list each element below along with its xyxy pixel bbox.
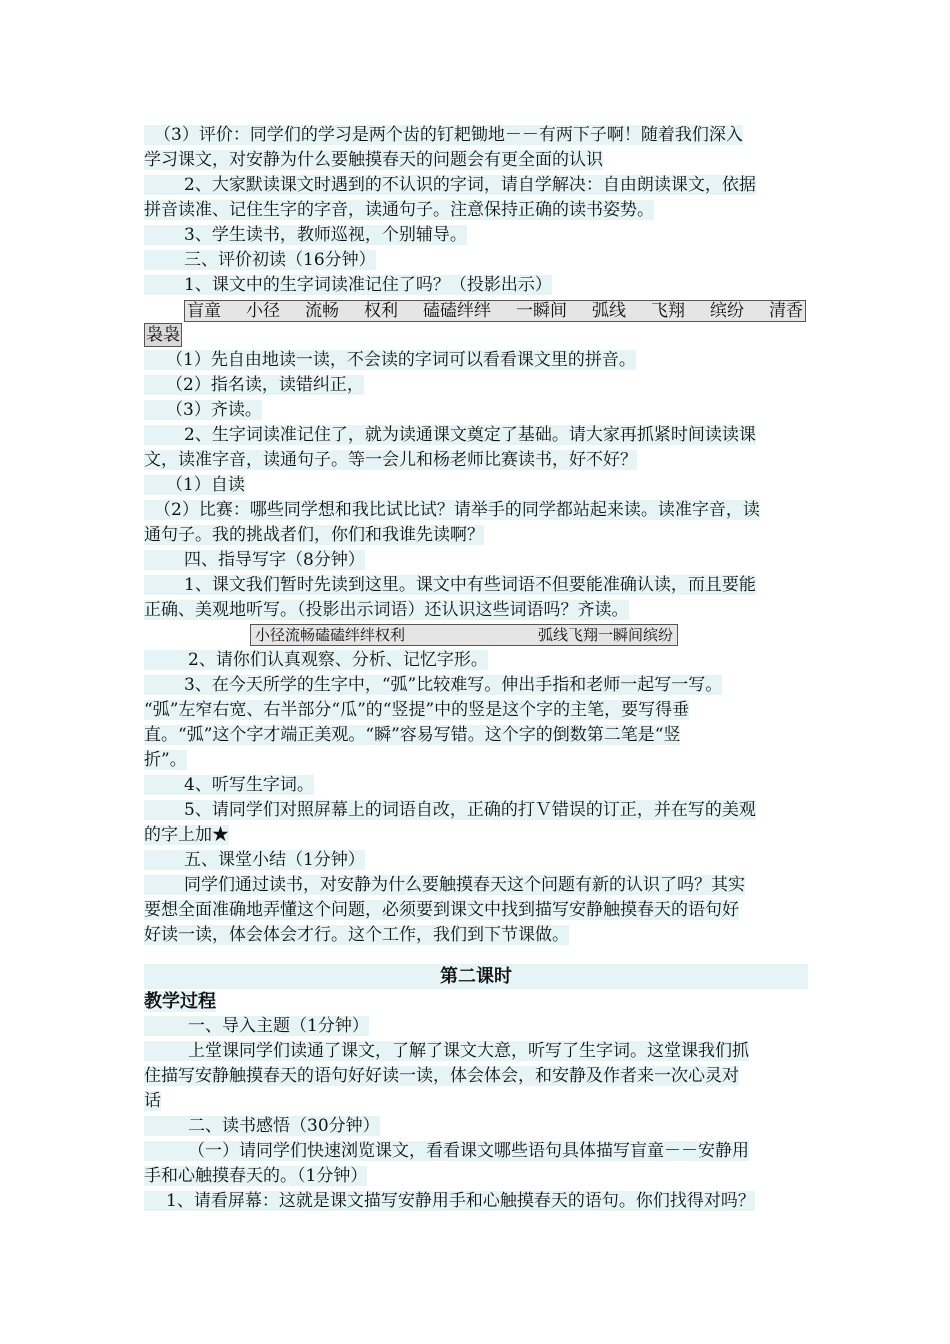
heading-text: 教学过程 [144, 991, 216, 1012]
vocab-word: 流畅 [305, 300, 339, 321]
paragraph-text: 的字上加★ [144, 825, 229, 845]
vocab-word: 清香 [769, 300, 803, 321]
spacer [144, 948, 808, 964]
text-line [144, 698, 808, 723]
document-body [144, 123, 808, 1214]
vocab-word: 小径 [246, 300, 280, 321]
text-line [144, 148, 808, 173]
text-line [144, 1064, 808, 1089]
paragraph-text: （3）齐读。 [144, 400, 262, 420]
words-box-right: 弧线飞翔一瞬间缤纷 [537, 626, 673, 644]
vocab-word: 飞翔 [651, 300, 685, 321]
text-line [144, 223, 808, 248]
paragraph-text: （1）自读 [144, 475, 245, 495]
section-heading [144, 1114, 808, 1139]
text-line [144, 1139, 808, 1164]
paragraph-text: 1、请看屏幕：这就是课文描写安静用手和心触摸春天的语句。你们找得对吗？ [144, 1191, 755, 1211]
paragraph-text: 3、在今天所学的生字中，“弧”比较难写。伸出手指和老师一起写一写。 [144, 675, 722, 695]
paragraph-text: 5、请同学们对照屏幕上的词语自改，正确的打Ｖ错误的订正，并在写的美观 [144, 800, 756, 820]
text-line [144, 1039, 808, 1064]
text-line [144, 598, 808, 623]
paragraph-text: 2、大家默读课文时遇到的不认识的字词，请自学解决：自由朗读课文，依据 [144, 175, 756, 195]
text-line [144, 273, 808, 298]
paragraph-text: 手和心触摸春天的。（1分钟） [144, 1166, 368, 1186]
paragraph-text: 同学们通过读书，对安静为什么要触摸春天这个问题有新的认识了吗？其实 [144, 875, 745, 895]
text-line [144, 673, 808, 698]
vocab-table-row [144, 298, 808, 323]
text-line [144, 873, 808, 898]
heading-text: 五、课堂小结（1分钟） [144, 850, 365, 870]
paragraph-text: 学习课文，对安静为什么要触摸春天的问题会有更全面的认识 [144, 150, 603, 170]
paragraph-text: 2、生字词读准记住了，就为读通课文奠定了基础。请大家再抓紧时间读读课 [144, 425, 756, 445]
text-line [144, 748, 808, 773]
paragraph-text: （1）先自由地读一读，不会读的字词可以看看课文里的拼音。 [144, 350, 636, 370]
text-line [144, 173, 808, 198]
words-box [250, 624, 678, 646]
vocab-table [184, 300, 806, 322]
paragraph-text: 文，读准字音，读通句子。等一会儿和杨老师比赛读书，好不好？ [144, 450, 637, 470]
vocab-word: 袅袅 [146, 325, 180, 345]
vocab-word: 缤纷 [710, 300, 744, 321]
text-line [144, 648, 808, 673]
text-line [144, 1089, 808, 1114]
text-line [144, 373, 808, 398]
text-line [144, 523, 808, 548]
paragraph-text: （3）评价：同学们的学习是两个齿的钉耙锄地－－有两下子啊！随着我们深入 [144, 125, 743, 145]
paragraph-text: 通句子。我的挑战者们，你们和我谁先读啊？ [144, 525, 484, 545]
heading-text: 一、导入主题（1分钟） [144, 1016, 369, 1036]
vocab-word: 权利 [364, 300, 398, 321]
paragraph-text: （2）比赛：哪些同学想和我比试比试？请举手的同学都站起来读。读准字音，读 [144, 500, 760, 520]
heading-text: 二、读书感悟（30分钟） [144, 1116, 380, 1136]
text-line [144, 473, 808, 498]
text-line [144, 823, 808, 848]
text-line [144, 398, 808, 423]
paragraph-text: 3、学生读书，教师巡视，个别辅导。 [144, 225, 467, 245]
vocab-word: 盲童 [187, 300, 221, 321]
process-heading [144, 989, 808, 1014]
paragraph-text: 上堂课同学们读通了课文，了解了课文大意，听写了生字词。这堂课我们抓 [144, 1041, 749, 1061]
paragraph-text: 折”。 [144, 750, 187, 770]
text-line [144, 798, 808, 823]
paragraph-text: 1、课文我们暂时先读到这里。课文中有些词语不但要能准确认读，而且要能 [144, 575, 756, 595]
paragraph-text: 拼音读准、记住生字的字音，读通句子。注意保持正确的读书姿势。 [144, 200, 654, 220]
text-line [144, 123, 808, 148]
text-line [144, 198, 808, 223]
text-line [144, 1164, 808, 1189]
paragraph-text: 直。“弧”这个字才端正美观。“瞬”容易写错。这个字的倒数第二笔是“竖 [144, 725, 681, 745]
paragraph-text: （一）请同学们快速浏览课文，看看课文哪些语句具体描写盲童－－安静用 [144, 1141, 749, 1161]
heading-text: 四、指导写字（8分钟） [144, 550, 365, 570]
text-line [144, 898, 808, 923]
section-heading [144, 548, 808, 573]
paragraph-text: 正确、美观地听写。（投影出示词语）还认识这些词语吗？齐读。 [144, 600, 629, 620]
lesson-title: 第二课时 [144, 964, 808, 989]
paragraph-text: 要想全面准确地弄懂这个问题，必须要到课文中找到描写安静触摸春天的语句好 [144, 900, 739, 920]
vocab-word: 弧线 [592, 300, 626, 321]
text-line [144, 773, 808, 798]
section-heading [144, 848, 808, 873]
text-line [144, 448, 808, 473]
text-line [144, 723, 808, 748]
text-line [144, 348, 808, 373]
vocab-word: 磕磕绊绊 [423, 300, 491, 321]
text-line [144, 923, 808, 948]
text-line [144, 573, 808, 598]
paragraph-text: “弧”左窄右宽、右半部分“瓜”的“竖提”中的竖是这个字的主笔，要写得垂 [144, 700, 690, 720]
vocab-table-overflow [144, 323, 808, 348]
heading-text: 三、评价初读（16分钟） [144, 250, 376, 270]
paragraph-text: 4、听写生字词。 [144, 775, 314, 795]
paragraph-text: 2、请你们认真观察、分析、记忆字形。 [144, 650, 488, 670]
words-box-row [144, 623, 808, 648]
paragraph-text: 好读一读，体会体会才行。这个工作，我们到下节课做。 [144, 925, 569, 945]
section-heading [144, 1014, 808, 1039]
words-box-left: 小径流畅磕磕绊绊权利 [255, 626, 406, 644]
section-heading [144, 248, 808, 273]
text-line [144, 423, 808, 448]
vocab-word: 一瞬间 [516, 300, 567, 321]
paragraph-text: （2）指名读，读错纠正， [144, 375, 364, 395]
paragraph-text: 话 [144, 1091, 161, 1111]
text-line [144, 498, 808, 523]
paragraph-text: 1、课文中的生字词读准记住了吗？（投影出示） [144, 275, 552, 295]
text-line [144, 1189, 808, 1214]
paragraph-text: 住描写安静触摸春天的语句好好读一读，体会体会，和安静及作者来一次心灵对 [144, 1066, 739, 1086]
